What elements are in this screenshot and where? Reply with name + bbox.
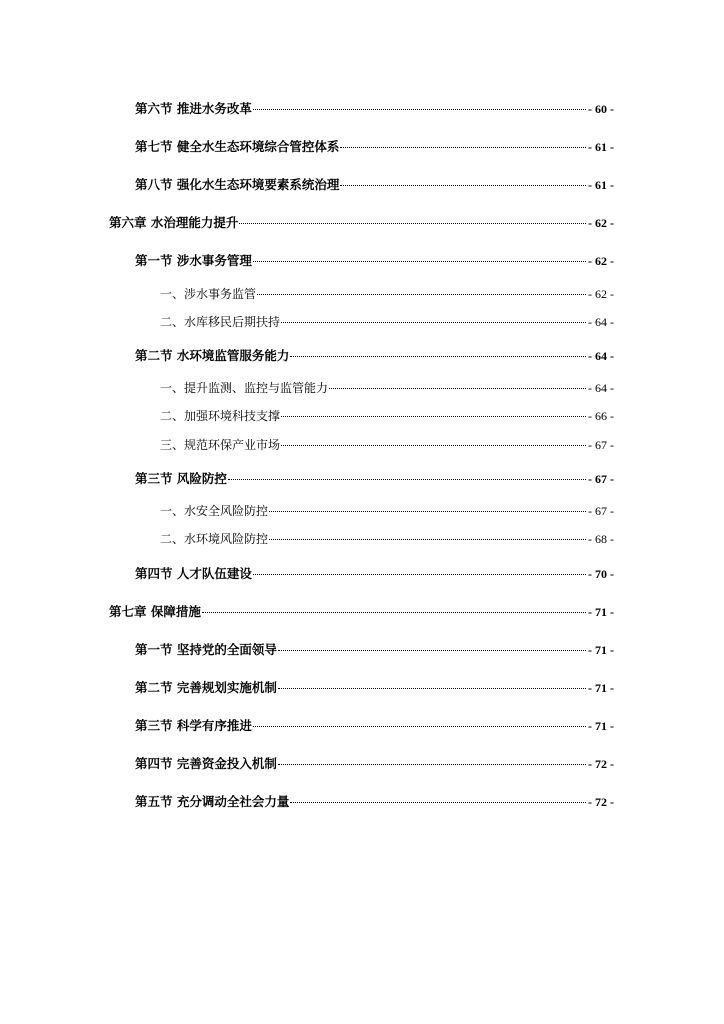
toc-entry-title: 第六节 推进水务改革 — [135, 101, 252, 116]
toc-entry-page: - 60 - — [588, 102, 614, 116]
toc-entry-page: - 71 - — [588, 719, 614, 733]
toc-entry-page: - 67 - — [588, 472, 614, 486]
toc-subentry[interactable] — [160, 407, 614, 424]
dot-leader — [202, 612, 586, 613]
toc-entry[interactable] — [135, 678, 614, 696]
toc-entry-title: 三、规范环保产业市场 — [160, 438, 281, 452]
dot-leader — [329, 388, 586, 389]
toc-chapter-entry[interactable] — [109, 213, 614, 231]
dot-leader — [253, 261, 586, 262]
toc-entry[interactable] — [135, 175, 614, 193]
toc-entry-page: - 71 - — [588, 643, 614, 657]
dot-leader — [257, 294, 586, 295]
toc-entry-page: - 64 - — [588, 381, 614, 395]
toc-entry-title: 一、提升监测、监控与监管能力 — [160, 381, 329, 395]
dot-leader — [253, 109, 586, 110]
toc-entry-page: - 72 - — [588, 795, 614, 809]
dot-leader — [290, 356, 586, 357]
dot-leader — [281, 445, 586, 446]
toc-entry[interactable] — [135, 792, 614, 810]
toc-entry-page: - 71 - — [588, 681, 614, 695]
toc-subentry[interactable] — [160, 502, 614, 519]
toc-entry-page: - 66 - — [588, 409, 614, 423]
toc-entry-page: - 67 - — [588, 504, 614, 518]
toc-entry-title: 第四节 人才队伍建设 — [135, 566, 252, 581]
toc-entry-title: 一、涉水事务监管 — [160, 287, 257, 301]
dot-leader — [278, 764, 586, 765]
dot-leader — [278, 688, 586, 689]
dot-leader — [253, 726, 586, 727]
toc-entry-title: 第七章 保障措施 — [109, 604, 201, 619]
toc-entry-page: - 71 - — [588, 605, 614, 619]
dot-leader — [290, 802, 586, 803]
toc-entry-page: - 61 - — [588, 140, 614, 154]
toc-entry-page: - 64 - — [588, 315, 614, 329]
toc-entry-title: 第六章 水治理能力提升 — [109, 215, 239, 230]
toc-entry-page: - 62 - — [588, 216, 614, 230]
toc-subentry[interactable] — [160, 285, 614, 302]
toc-subentry[interactable] — [160, 379, 614, 396]
toc-entry-title: 第三节 科学有序推进 — [135, 718, 252, 733]
toc-subentry[interactable] — [160, 313, 614, 330]
toc-entry-title: 二、水库移民后期扶持 — [160, 315, 281, 329]
toc-entry-title: 第四节 完善资金投入机制 — [135, 756, 277, 771]
toc-entry[interactable] — [135, 137, 614, 155]
toc-entry-title: 第五节 充分调动全社会力量 — [135, 794, 290, 809]
toc-entry[interactable] — [135, 99, 614, 117]
toc-entry-title: 第七节 健全水生态环境综合管控体系 — [135, 139, 340, 154]
toc-entry-page: - 61 - — [588, 178, 614, 192]
toc-entry[interactable] — [135, 346, 614, 364]
dot-leader — [228, 479, 586, 480]
toc-entry-page: - 67 - — [588, 438, 614, 452]
dot-leader — [281, 322, 586, 323]
toc-entry[interactable] — [135, 754, 614, 772]
dot-leader — [278, 650, 586, 651]
toc-entry[interactable] — [135, 640, 614, 658]
toc-entry-title: 第八节 强化水生态环境要素系统治理 — [135, 177, 340, 192]
toc-entry[interactable] — [135, 716, 614, 734]
dot-leader — [340, 185, 586, 186]
dot-leader — [253, 574, 586, 575]
dot-leader — [269, 539, 586, 540]
toc-subentry[interactable] — [160, 530, 614, 547]
toc-entry[interactable] — [135, 564, 614, 582]
toc-entry-title: 第二节 水环境监管服务能力 — [135, 348, 290, 363]
toc-entry-title: 一、水安全风险防控 — [160, 504, 269, 518]
toc-entry-title: 第二节 完善规划实施机制 — [135, 680, 277, 695]
toc-entry-page: - 64 - — [588, 349, 614, 363]
toc-entry[interactable] — [135, 469, 614, 487]
toc-entry-page: - 72 - — [588, 757, 614, 771]
dot-leader — [340, 147, 586, 148]
toc-entry-title: 二、水环境风险防控 — [160, 532, 269, 546]
toc-subentry[interactable] — [160, 436, 614, 453]
toc-entry-page: - 62 - — [588, 254, 614, 268]
dot-leader — [281, 416, 586, 417]
toc-entry-title: 第一节 涉水事务管理 — [135, 253, 252, 268]
toc-entry-title: 第一节 坚持党的全面领导 — [135, 642, 277, 657]
toc-entry-page: - 68 - — [588, 532, 614, 546]
toc-entry-page: - 62 - — [588, 287, 614, 301]
toc-chapter-entry[interactable] — [109, 602, 614, 620]
toc-entry[interactable] — [135, 251, 614, 269]
toc-entry-title: 第三节 风险防控 — [135, 471, 227, 486]
toc-entry-title: 二、加强环境科技支撑 — [160, 409, 281, 423]
dot-leader — [239, 223, 586, 224]
toc-entry-page: - 70 - — [588, 567, 614, 581]
dot-leader — [269, 511, 586, 512]
